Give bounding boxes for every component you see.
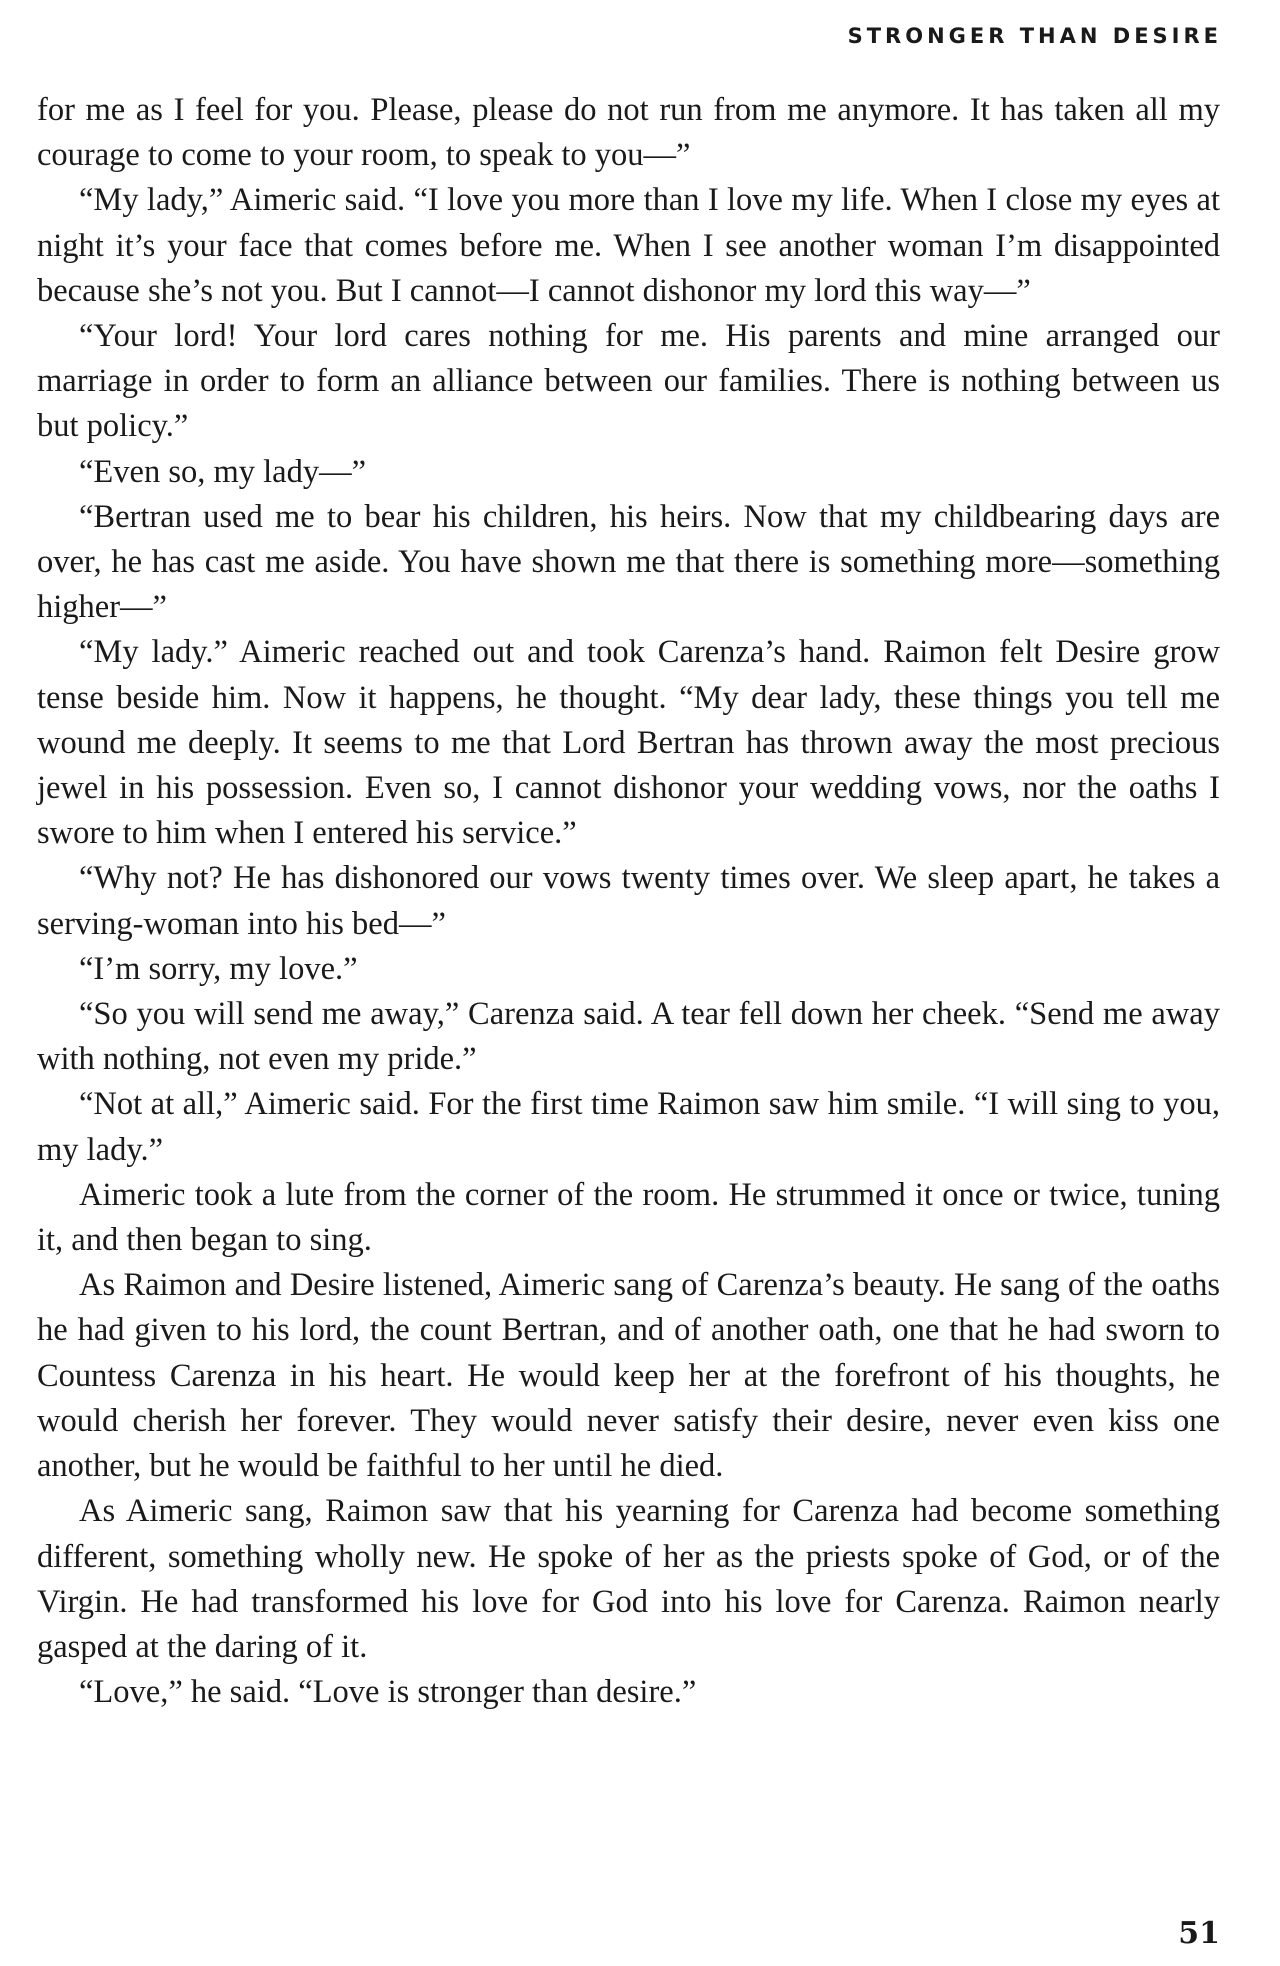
paragraph: “Bertran used me to bear his children, his heirs. Now that my childbearing days are over, he has cast me aside. You have shown me that there is something more—something higher—” — [37, 498, 1220, 626]
paragraph: “Why not? He has dishonored our vows twenty times over. We sleep apart, he takes a serving-woman into his bed—” — [37, 860, 1220, 942]
paragraph: Aimeric took a lute from the corner of the room. He strummed it once or twice, tuning it, and then began to sing. — [37, 1176, 1220, 1259]
page-number: 51 — [1178, 1916, 1220, 1951]
paragraph: “My lady.” Aimeric reached out and took Carenza’s hand. Raimon felt Desire grow tense beside him. Now it happens, he thought. “My dear lady, these things you tell me wound me deeply. It seems to me that Lord Bertran has thrown away the most precious jewel in his possession. Even so, I cannot dishonor your wedding vows, nor the oaths I swore to him when I entered his service.” — [37, 634, 1220, 852]
paragraph: As Aimeric sang, Raimon saw that his yearning for Carenza had become something different, something wholly new. He spoke of her as the priests spoke of God, or of the Virgin. He had transformed his love for God into his love for Carenza. Raimon nearly gasped at the daring of it. — [37, 1493, 1220, 1665]
paragraph: “My lady,” Aimeric said. “I love you more than I love my life. When I close my eyes at night it’s your face that comes before me. When I see another woman I’m disappointed because she’s not you. But I cannot—I cannot dishonor my lord this way—” — [37, 182, 1220, 309]
paragraph: “Your lord! Your lord cares nothing for me. His parents and mine arranged our marriage in order to form an alliance between our families. There is nothing between us but policy.” — [37, 318, 1220, 445]
paragraph: “So you will send me away,” Carenza said. A tear fell down her cheek. “Send me away with nothing, not even my pride.” — [37, 996, 1220, 1078]
paragraph: “Love,” he said. “Love is stronger than desire.” — [79, 1674, 697, 1711]
body-text — [37, 88, 1220, 1715]
paragraph: “Even so, my lady—” — [79, 453, 367, 490]
paragraph: “Not at all,” Aimeric said. For the first time Raimon saw him smile. “I will sing to you, my lady.” — [37, 1086, 1220, 1168]
paragraph: for me as I feel for you. Please, please do not run from me anymore. It has taken all my courage to come to your room, to speak to you—” — [37, 92, 1220, 174]
running-head: STRONGER THAN DESIRE — [847, 24, 1222, 48]
paragraph: “I’m sorry, my love.” — [79, 950, 358, 987]
paragraph: As Raimon and Desire listened, Aimeric sang of Carenza’s beauty. He sang of the oaths he had given to his lord, the count Bertran, and of another oath, one that he had sworn to Countess Carenza in his heart. He would keep her at the forefront of his thoughts, he would cherish her forever. They would never satisfy their desire, never even kiss one another, but he would be faithful to her until he died. — [37, 1267, 1220, 1485]
